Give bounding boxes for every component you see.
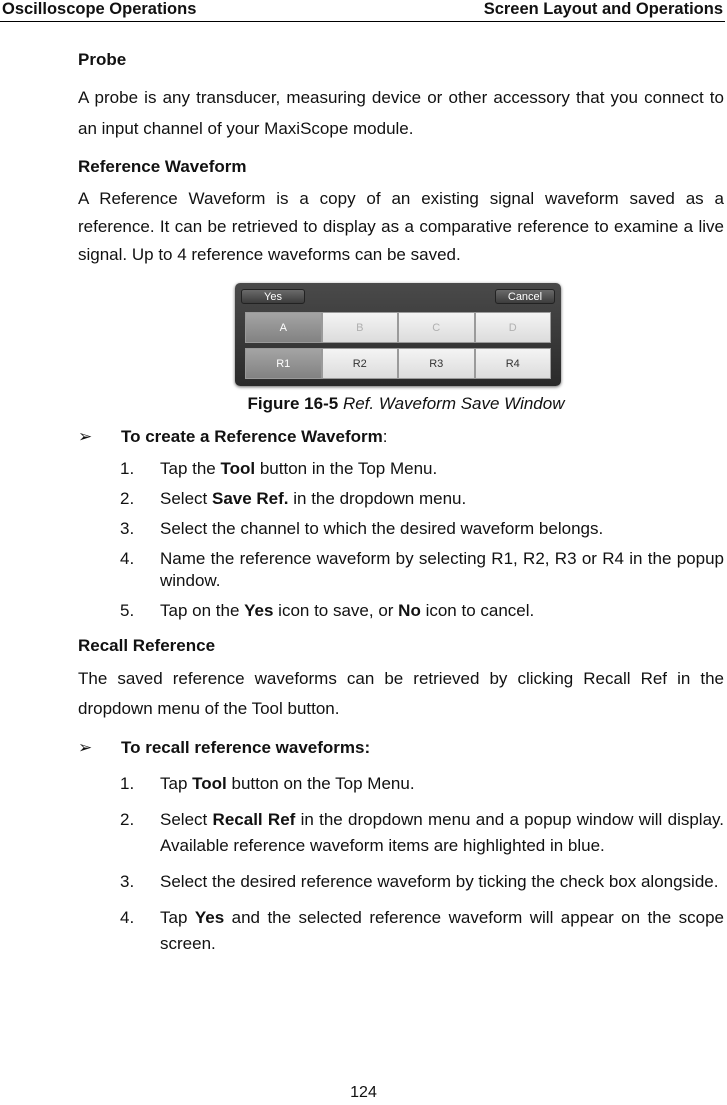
figure-caption: [78, 393, 724, 415]
ref-r4-option[interactable]: R4: [475, 348, 552, 379]
list-item: 4. Name the reference waveform by selecting R1, R2, R3 or R4 in the popup window.: [120, 549, 724, 590]
recall-procedure-title: To recall reference waveforms:: [121, 738, 371, 757]
reference-waveform-paragraph: A Reference Waveform is a copy of an existing signal waveform saved as a reference. It can be retrieved to display as a comparative reference to examine a live signal. Up to 4 reference waveforms can be saved.: [78, 189, 724, 264]
create-steps-list: [78, 458, 724, 622]
recall-reference-heading: Recall Reference: [78, 636, 216, 655]
ref-r2-option[interactable]: R2: [322, 348, 399, 379]
channel-c-option[interactable]: C: [398, 312, 475, 343]
channel-b-option[interactable]: B: [322, 312, 399, 343]
probe-heading: Probe: [78, 50, 127, 69]
header-section-title: Screen Layout and Operations: [483, 0, 723, 18]
reference-selector-row: [245, 348, 551, 379]
arrow-bullet-icon: ➢: [78, 738, 93, 757]
page-content: [78, 48, 724, 957]
create-procedure-heading: [78, 425, 724, 450]
create-procedure-colon: :: [382, 427, 388, 446]
list-item: 2. Select Recall Ref in the dropdown menu and a popup window will display. Available reference waveform items are highlighted in blue.: [120, 810, 724, 855]
ref-waveform-save-figure: [78, 283, 724, 393]
list-item: 5. Tap on the Yes icon to save, or No icon to cancel.: [120, 601, 535, 620]
cancel-button[interactable]: Cancel: [495, 289, 555, 304]
create-procedure-title: To create a Reference Waveform: [121, 427, 383, 446]
list-item: 3. Select the desired reference waveform by ticking the check box alongside.: [120, 872, 719, 891]
list-item: 1. Tap Tool button on the Top Menu.: [120, 774, 415, 793]
channel-selector-row: [245, 312, 551, 343]
arrow-bullet-icon: ➢: [78, 427, 93, 446]
list-item: 2. Select Save Ref. in the dropdown menu.: [120, 489, 467, 508]
ref-r3-option[interactable]: R3: [398, 348, 475, 379]
figure-caption-number: Figure 16-5: [247, 394, 339, 413]
list-item: 4. Tap Yes and the selected reference waveform will appear on the scope screen.: [120, 908, 724, 953]
header-chapter-title: Oscilloscope Operations: [2, 0, 197, 18]
yes-button[interactable]: Yes: [241, 289, 305, 304]
channel-a-option[interactable]: A: [245, 312, 322, 343]
channel-d-option[interactable]: D: [475, 312, 552, 343]
recall-procedure-heading: [78, 736, 724, 761]
figure-caption-title: Ref. Waveform Save Window: [342, 394, 565, 413]
reference-waveform-heading: Reference Waveform: [78, 157, 247, 176]
ref-waveform-save-window: [235, 283, 561, 386]
recall-steps-list: [78, 771, 724, 957]
list-item: 1. Tap the Tool button in the Top Menu.: [120, 459, 438, 478]
ref-r1-option[interactable]: R1: [245, 348, 322, 379]
recall-reference-paragraph: The saved reference waveforms can be retrieved by clicking Recall Ref in the dropdown menu of the Tool button.: [78, 669, 724, 718]
probe-paragraph: A probe is any transducer, measuring device or other accessory that you connect to an input channel of your MaxiScope module.: [78, 88, 724, 138]
page-header: [0, 0, 725, 22]
page-number: 124: [350, 1084, 377, 1101]
list-item: 3. Select the channel to which the desired waveform belongs.: [120, 519, 604, 538]
